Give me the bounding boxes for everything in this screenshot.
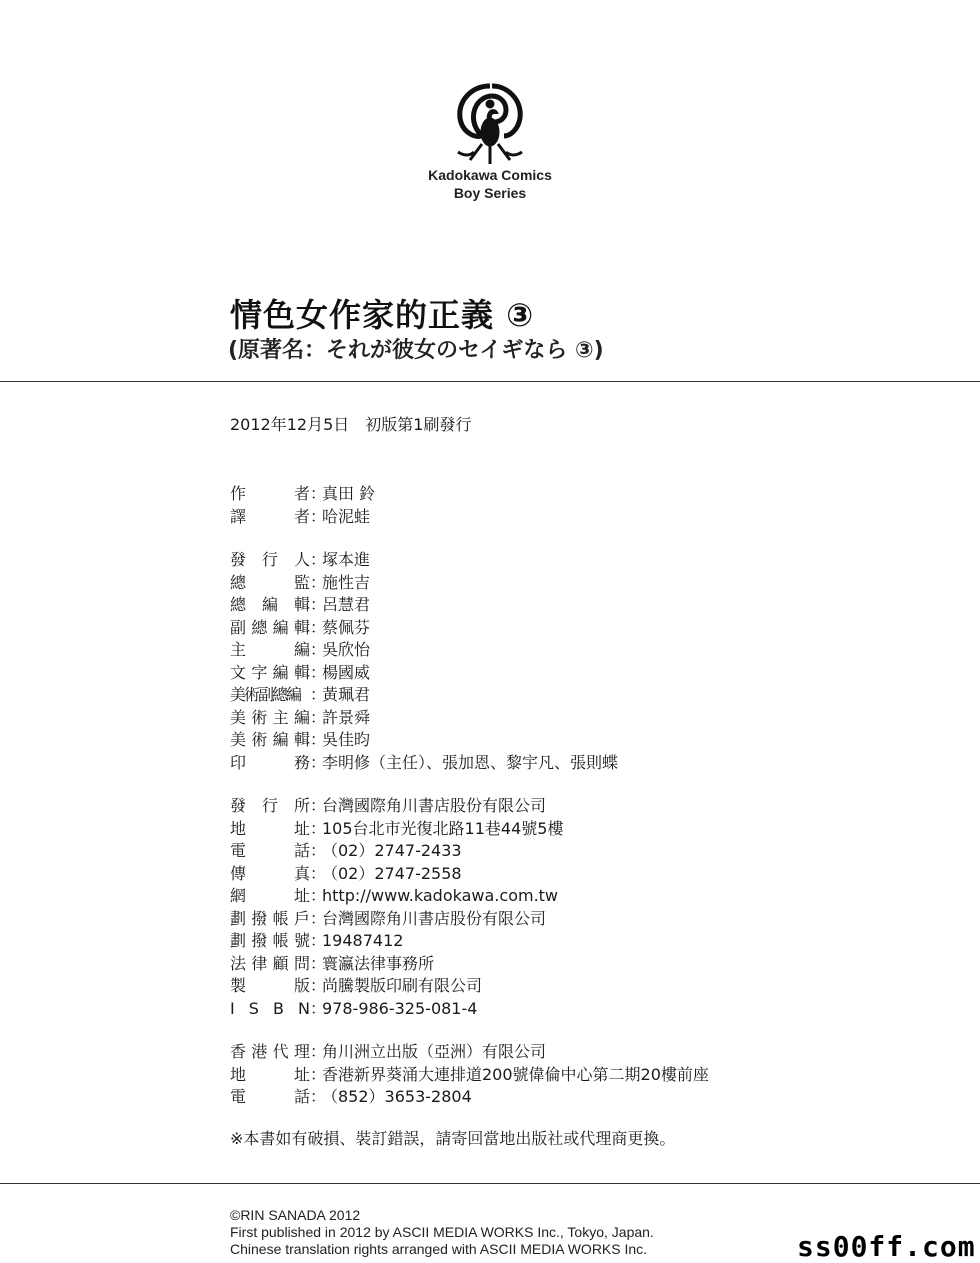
colon: ： xyxy=(310,640,327,659)
credit-value: 978-986-325-081-4 xyxy=(322,998,478,1018)
colon: ： xyxy=(310,595,327,614)
credit-label: 印 務 xyxy=(230,752,310,772)
copyright-line: ©RIN SANADA 2012 xyxy=(230,1207,361,1223)
credit-row xyxy=(230,572,850,595)
colon: ： xyxy=(310,818,327,838)
credit-value: （02）2747-2558 xyxy=(322,863,462,883)
credit-value: http://www.kadokawa.com.tw xyxy=(322,886,559,905)
copyright-line: Chinese translation rights arranged with ASCII MEDIA WORKS Inc. xyxy=(230,1241,648,1257)
credit-label: 總 編 輯 xyxy=(230,595,310,614)
divider xyxy=(0,381,980,382)
credit-label: 電 話 xyxy=(230,1087,310,1106)
credit-label: 副 總 編 輯 xyxy=(230,617,310,637)
credit-row xyxy=(230,795,850,818)
credit-row xyxy=(230,1041,850,1064)
colon: ： xyxy=(310,863,327,883)
colon: ： xyxy=(310,484,327,503)
section-gap xyxy=(230,1020,850,1041)
credit-row xyxy=(230,594,850,617)
credit-row xyxy=(230,549,850,572)
credit-row xyxy=(230,908,850,931)
colon: ： xyxy=(310,572,327,592)
credit-row xyxy=(230,617,850,640)
credit-row xyxy=(230,662,850,685)
credit-label: 美 術 編 輯 xyxy=(230,730,310,749)
credit-row xyxy=(230,1064,850,1087)
credit-value: 香港新界葵涌大連排道200號偉倫中心第二期20樓前座 xyxy=(322,1064,709,1084)
credit-label: 法 律 顧 問 xyxy=(230,953,310,973)
credit-label: 劃 撥 帳 號 xyxy=(230,931,310,950)
credit-label: 美術副總編 xyxy=(230,685,301,704)
credit-row xyxy=(230,483,850,506)
credit-value: 真田 鈴 xyxy=(322,484,376,503)
colon: ： xyxy=(310,550,327,569)
credit-label: 作 者 xyxy=(230,484,310,503)
replacement-notice: ※本書如有破損、裝訂錯誤，請寄回當地出版社或代理商更換。 xyxy=(230,1129,676,1148)
credit-value: 蔡佩芬 xyxy=(322,617,371,637)
credit-label: 發 行 人 xyxy=(230,550,310,569)
watermark: ss00ff.com xyxy=(797,1230,976,1263)
credit-value: 許景舜 xyxy=(322,707,371,727)
colon: ： xyxy=(310,617,327,637)
credit-value: 角川洲立出版（亞洲）有限公司 xyxy=(322,1042,547,1061)
credit-row xyxy=(230,729,850,752)
colon: ： xyxy=(310,998,327,1018)
credit-value: 呂慧君 xyxy=(322,595,371,614)
credit-label: I S B N xyxy=(230,998,310,1018)
section-gap xyxy=(230,528,850,549)
credit-row xyxy=(230,639,850,662)
credit-row xyxy=(230,707,850,730)
credit-row xyxy=(230,752,850,775)
credit-value: 施性吉 xyxy=(322,572,371,592)
credit-value: 台灣國際角川書店股份有限公司 xyxy=(322,908,547,928)
credit-label: 發 行 所 xyxy=(230,796,310,815)
credit-value: 台灣國際角川書店股份有限公司 xyxy=(322,796,547,815)
colon: ： xyxy=(310,976,327,995)
credit-value: 哈泥蛙 xyxy=(322,506,371,526)
credit-label: 電 話 xyxy=(230,841,310,860)
credit-value: 楊國威 xyxy=(322,662,371,682)
colon: ： xyxy=(310,730,327,749)
colon: ： xyxy=(310,796,327,815)
credit-label: 總 監 xyxy=(230,572,310,592)
credit-label: 美 術 主 編 xyxy=(230,707,310,727)
colon: ： xyxy=(310,707,327,727)
credit-value: （852）3653-2804 xyxy=(322,1087,472,1106)
credit-value: 尚騰製版印刷有限公司 xyxy=(322,976,483,995)
colon: ： xyxy=(310,931,327,950)
credit-value: 吳佳昀 xyxy=(322,730,371,749)
credit-value: 19487412 xyxy=(322,931,404,950)
copyright-line: First published in 2012 by ASCII MEDIA WORKS Inc., Tokyo, Japan. xyxy=(230,1224,654,1240)
credit-value: 寰瀛法律事務所 xyxy=(322,953,435,973)
credit-row xyxy=(230,930,850,953)
credit-label: 文 字 編 輯 xyxy=(230,662,310,682)
colon: ： xyxy=(310,506,327,526)
credit-label: 劃 撥 帳 戶 xyxy=(230,908,310,928)
phoenix-emblem-icon xyxy=(448,78,532,170)
credit-label: 製 版 xyxy=(230,976,310,995)
section-gap xyxy=(230,774,850,795)
credits-list xyxy=(230,483,850,1109)
credit-row xyxy=(230,684,850,707)
colon: ： xyxy=(310,953,327,973)
colon: ： xyxy=(310,908,327,928)
colon: ： xyxy=(310,841,327,860)
credit-row xyxy=(230,506,850,529)
credit-label: 傳 真 xyxy=(230,863,310,883)
credit-value: 黃珮君 xyxy=(322,685,371,704)
credit-row xyxy=(230,953,850,976)
colon: ： xyxy=(310,662,327,682)
book-title: 情色女作家的正義 ③ xyxy=(230,296,535,334)
credit-row xyxy=(230,863,850,886)
divider xyxy=(0,1183,980,1184)
credit-value: 105台北市光復北路11巷44號5樓 xyxy=(322,818,564,838)
credit-label: 譯 者 xyxy=(230,506,310,526)
copyright-block xyxy=(230,1207,654,1258)
colon: ： xyxy=(310,752,327,772)
credit-row xyxy=(230,885,850,908)
credit-row xyxy=(230,840,850,863)
credit-label: 主 編 xyxy=(230,640,310,659)
original-title: (原著名：それが彼女のセイギなら ③) xyxy=(228,338,604,363)
credit-label: 香 港 代 理 xyxy=(230,1042,310,1061)
credit-label: 網 址 xyxy=(230,886,310,905)
colon: ： xyxy=(310,886,327,905)
credit-row xyxy=(230,998,850,1021)
credit-label: 地 址 xyxy=(230,818,310,838)
credit-value: （02）2747-2433 xyxy=(322,841,462,860)
edition-date: 2012年12月5日 初版第1刷發行 xyxy=(230,415,472,434)
colon: ： xyxy=(310,685,327,704)
credit-value: 吳欣怡 xyxy=(322,640,371,659)
imprint-name: Kadokawa Comics xyxy=(428,167,552,183)
colon: ： xyxy=(310,1064,327,1084)
credit-row xyxy=(230,1086,850,1109)
credit-value: 塚本進 xyxy=(322,550,371,569)
credit-label: 地 址 xyxy=(230,1064,310,1084)
credit-value: 李明修（主任）、張加恩、黎宇凡、張則蝶 xyxy=(322,752,619,772)
credit-row xyxy=(230,975,850,998)
credit-row xyxy=(230,818,850,841)
colon: ： xyxy=(310,1042,327,1061)
colon: ： xyxy=(310,1087,327,1106)
series-name: Boy Series xyxy=(453,185,527,201)
